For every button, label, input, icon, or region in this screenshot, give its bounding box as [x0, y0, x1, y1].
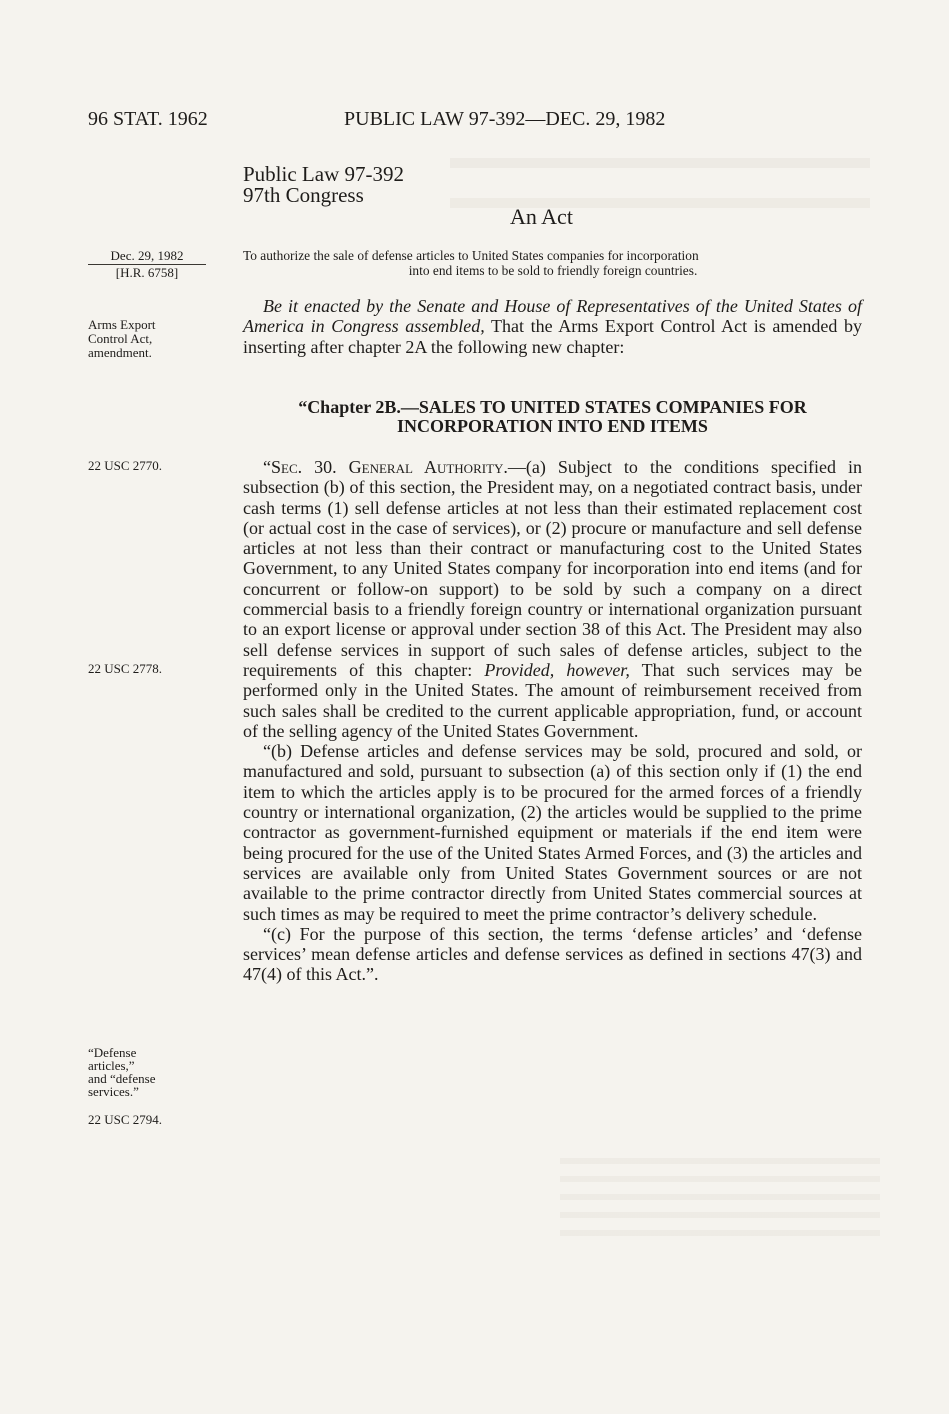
enacting-clause — [243, 296, 862, 357]
purpose-line: into end items to be sold to friendly foreign countries. — [408, 263, 698, 278]
section-30 — [243, 457, 862, 985]
act-label: An Act — [510, 204, 573, 229]
stat-page-number: 96 STAT. 1962 — [88, 108, 208, 130]
purpose-statement — [243, 248, 863, 278]
chapter-heading-line: “Chapter 2B.—SALES TO UNITED STATES COMPANIES FOR — [298, 397, 807, 417]
margin-subject — [88, 318, 224, 360]
margin-bill-number: [H.R. 6758] — [115, 265, 179, 280]
margin-def-line: services.” — [88, 1084, 139, 1099]
margin-definitions — [88, 1046, 224, 1098]
purpose-line: To authorize the sale of defense articles to United States companies for incorporation — [243, 248, 699, 263]
margin-date-text: Dec. 29, 1982 — [88, 249, 206, 265]
margin-def-line: and “defense — [88, 1071, 156, 1086]
chapter-heading-line: INCORPORATION INTO END ITEMS — [397, 416, 708, 436]
margin-usc-2778: 22 USC 2778. — [88, 661, 163, 676]
law-number: Public Law 97-392 — [243, 162, 404, 186]
proviso: Provided, however, — [484, 659, 630, 680]
margin-def-line: articles,” — [88, 1058, 135, 1073]
enacting-text: That the Arms Export Control Act is amended by inserting after chapter 2A the following new chapter: — [243, 316, 862, 357]
bleed-through — [450, 158, 870, 208]
subsection-a — [243, 457, 862, 741]
section-label: “Sec. 30. General Authority. — [263, 457, 508, 477]
subsection-b: “(b) Defense articles and defense services may be sold, procured and sold, or manufactured and sold, pursuant to subsection (a) of this section only if (1) the end item to which the articles apply is to be procured for the armed forces of a friendly country or international organization, (2) the articles would be supplied to the prime contractor as government-furnished equipment or materials if the end item were being procured for the use of the United States Armed Forces, and (3) the articles and services are available only from United States Government sources or are not available to the prime contractor directly from United States commercial sources at such times as may be required to meet the prime contractor’s delivery schedule. — [243, 741, 862, 924]
margin-usc-2794: 22 USC 2794. — [88, 1112, 163, 1127]
congress-number: 97th Congress — [243, 183, 364, 207]
margin-subject-line: amendment. — [88, 345, 152, 360]
subsection-a-text-cont: That such services may be performed only in the United States. The amount of reimbursement received from such sales shall be credited to the current applicable appropriation, fund, or account of the selling agency of the United States Government. — [243, 659, 863, 741]
subsection-a-text: —(a) Subject to the conditions specified in subsection (b) of this section, the President may, on a negotiated contract basis, under cash terms (1) sell defense articles at not less than their estimated replacement cost (or actual cost in the case of services), or (2) procure or manufacture and sell defense articles at not less than their contract or manufacturing cost to the United States Government, to any United States company for incorporation into end items (and for concurrent or follow-on support) to be sold by such a company on a direct commercial basis to a friendly foreign country or international organization pursuant to an export license or approval under section 38 of this Act. The President may also sell defense services in support of such sales of defense articles, subject to the requirements of this chapter: — [243, 457, 862, 680]
margin-subject-line: Control Act, — [88, 331, 153, 346]
margin-def-line: “Defense — [88, 1045, 137, 1060]
margin-subject-line: Arms Export — [88, 317, 156, 332]
bleed-through — [560, 1150, 880, 1240]
subsection-c: “(c) For the purpose of this section, the terms ‘defense articles’ and ‘defense services’ mean defense articles and defense services as defined in sections 47(3) and 47(4) of this Act.”. — [243, 923, 862, 985]
running-title: PUBLIC LAW 97-392—DEC. 29, 1982 — [344, 108, 666, 130]
margin-date — [88, 249, 224, 280]
chapter-heading — [243, 398, 862, 436]
enacting-formula: Be it enacted by the Senate and House of Representatives of the United States of America in Congress assembled, — [243, 296, 862, 337]
margin-usc-2770: 22 USC 2770. — [88, 458, 163, 473]
